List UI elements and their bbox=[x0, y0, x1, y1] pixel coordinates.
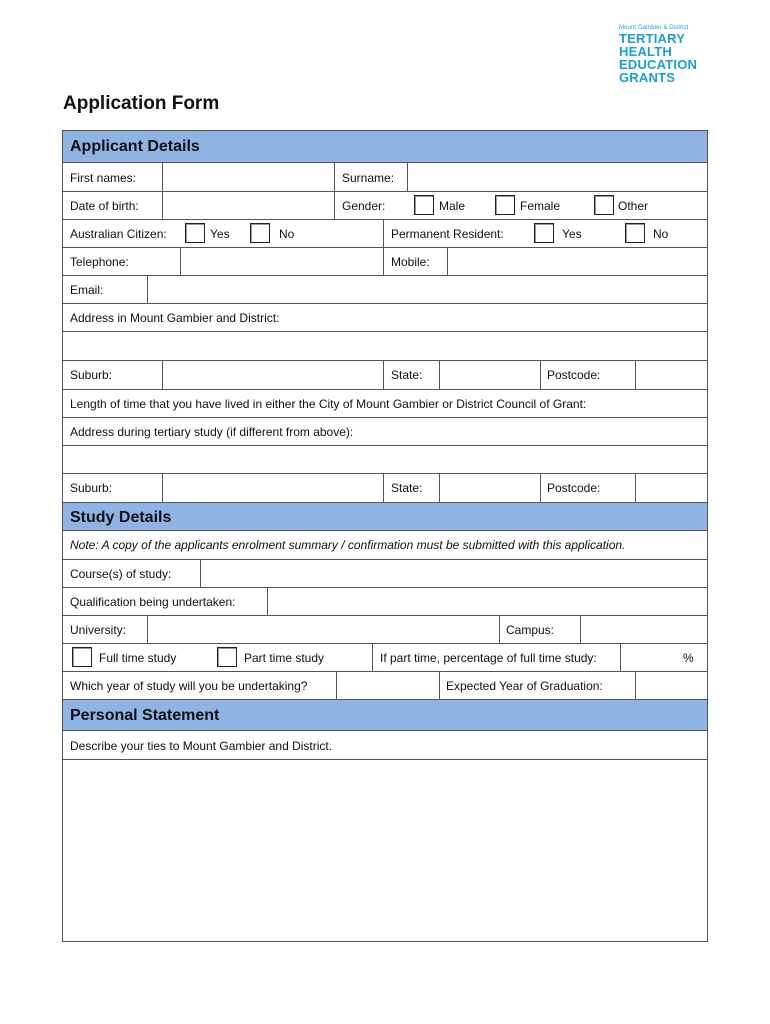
year-of-study-field[interactable] bbox=[337, 671, 439, 699]
logo-line-4: GRANTS bbox=[619, 70, 676, 85]
describe-ties-label: Describe your ties to Mount Gambier and District. bbox=[70, 739, 333, 753]
logo-line-3: EDUCATION bbox=[619, 57, 698, 72]
university-label: University: bbox=[70, 623, 127, 637]
suburb-label: Suburb: bbox=[70, 368, 113, 382]
state-field[interactable] bbox=[440, 360, 540, 389]
email-label: Email: bbox=[70, 283, 104, 297]
logo-line-1: TERTIARY bbox=[619, 31, 686, 46]
resident-label: Permanent Resident: bbox=[391, 227, 504, 241]
gender-male-checkbox[interactable] bbox=[414, 195, 434, 215]
year-of-study-label: Which year of study will you be undertaking? bbox=[70, 679, 308, 693]
study-postcode-field[interactable] bbox=[636, 473, 707, 502]
percent-sign: % bbox=[683, 651, 694, 665]
gender-other-checkbox[interactable] bbox=[594, 195, 614, 215]
gender-female-label: Female bbox=[520, 199, 561, 213]
grant-logo bbox=[619, 24, 719, 84]
telephone-field[interactable] bbox=[181, 247, 383, 275]
dob-label: Date of birth: bbox=[70, 199, 139, 213]
study-postcode-label: Postcode: bbox=[547, 481, 601, 495]
study-suburb-label: Suburb: bbox=[70, 481, 113, 495]
resident-no-label: No bbox=[653, 227, 669, 241]
surname-label: Surname: bbox=[342, 171, 395, 185]
state-label: State: bbox=[391, 368, 423, 382]
full-time-checkbox[interactable] bbox=[72, 647, 92, 667]
personal-statement-heading: Personal Statement bbox=[63, 699, 707, 731]
part-time-label: Part time study bbox=[244, 651, 325, 665]
gender-male-label: Male bbox=[439, 199, 466, 213]
university-field[interactable] bbox=[148, 615, 499, 643]
address-study-label: Address during tertiary study (if different from above): bbox=[70, 425, 354, 439]
citizen-yes-checkbox[interactable] bbox=[185, 223, 205, 243]
part-time-checkbox[interactable] bbox=[217, 647, 237, 667]
graduation-field[interactable] bbox=[636, 671, 707, 699]
courses-field[interactable] bbox=[201, 559, 707, 587]
logo-subtitle: Mount Gambier & District bbox=[619, 25, 689, 31]
postcode-label: Postcode: bbox=[547, 368, 601, 382]
address-mg-label: Address in Mount Gambier and District: bbox=[70, 311, 280, 325]
logo-line-2: HEALTH bbox=[619, 44, 672, 59]
address-study-field[interactable] bbox=[63, 445, 707, 473]
enrolment-note: Note: A copy of the applicants enrolment summary / confirmation must be submitted with this application. bbox=[70, 538, 626, 552]
first-names-field[interactable] bbox=[163, 163, 334, 191]
study-suburb-field[interactable] bbox=[163, 473, 383, 502]
first-names-label: First names: bbox=[70, 171, 137, 185]
study-details-heading: Study Details bbox=[63, 502, 707, 531]
address-mg-field[interactable] bbox=[63, 331, 707, 360]
study-state-field[interactable] bbox=[440, 473, 540, 502]
courses-label: Course(s) of study: bbox=[70, 567, 172, 581]
qualification-field[interactable] bbox=[268, 587, 707, 615]
qualification-label: Qualification being undertaken: bbox=[70, 595, 236, 609]
resident-yes-checkbox[interactable] bbox=[534, 223, 554, 243]
suburb-field[interactable] bbox=[163, 360, 383, 389]
mobile-field[interactable] bbox=[448, 247, 707, 275]
citizen-no-checkbox[interactable] bbox=[250, 223, 270, 243]
gender-female-checkbox[interactable] bbox=[495, 195, 515, 215]
gender-other-label: Other bbox=[618, 199, 649, 213]
campus-label: Campus: bbox=[506, 623, 555, 637]
study-state-label: State: bbox=[391, 481, 423, 495]
percentage-label: If part time, percentage of full time study: bbox=[380, 651, 597, 665]
percentage-field[interactable] bbox=[621, 643, 681, 671]
postcode-field[interactable] bbox=[636, 360, 707, 389]
email-field[interactable] bbox=[148, 275, 707, 303]
resident-no-checkbox[interactable] bbox=[625, 223, 645, 243]
citizen-yes-label: Yes bbox=[210, 227, 230, 241]
mobile-label: Mobile: bbox=[391, 255, 430, 269]
surname-field[interactable] bbox=[408, 163, 707, 191]
resident-yes-label: Yes bbox=[562, 227, 582, 241]
graduation-label: Expected Year of Graduation: bbox=[446, 679, 603, 693]
page-title: Application Form bbox=[63, 93, 220, 114]
applicant-details-heading: Applicant Details bbox=[63, 131, 707, 163]
telephone-label: Telephone: bbox=[70, 255, 129, 269]
length-of-time-label: Length of time that you have lived in either the City of Mount Gambier or District Council of Grant: bbox=[70, 397, 587, 411]
gender-label: Gender: bbox=[342, 199, 386, 213]
full-time-label: Full time study bbox=[99, 651, 177, 665]
campus-field[interactable] bbox=[581, 615, 707, 643]
citizen-label: Australian Citizen: bbox=[70, 227, 167, 241]
dob-field[interactable] bbox=[163, 191, 334, 219]
personal-statement-field[interactable] bbox=[63, 760, 707, 941]
application-form bbox=[62, 130, 708, 942]
citizen-no-label: No bbox=[279, 227, 295, 241]
